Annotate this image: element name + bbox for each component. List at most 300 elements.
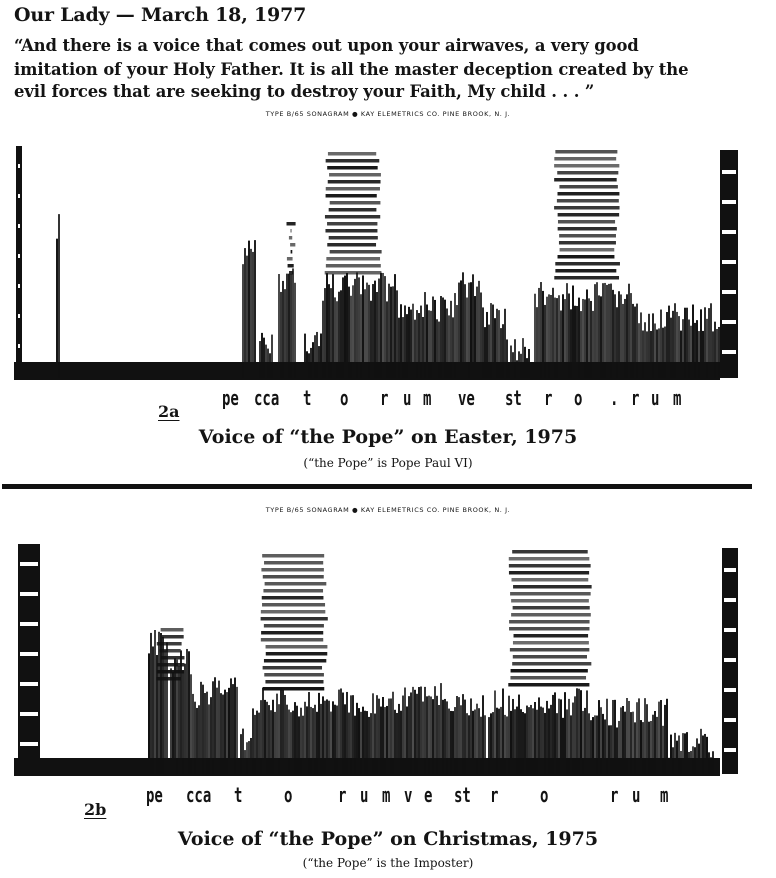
spectrogram-energy xyxy=(650,331,652,378)
spectrogram-energy xyxy=(304,702,306,774)
spectrogram-energy xyxy=(518,695,520,774)
spectrogram-energy xyxy=(374,714,376,774)
spectrogram-energy xyxy=(378,279,380,378)
spectrogram-energy xyxy=(584,299,586,378)
spectrogram-energy xyxy=(496,309,498,378)
spectrogram-striation xyxy=(157,677,181,681)
spectrogram-energy xyxy=(380,273,382,378)
spectrogram-energy xyxy=(492,305,494,378)
quote-line-3: evil forces that are seeking to destroy your Faith, My child . . . ” xyxy=(14,82,595,101)
spectrogram-energy xyxy=(502,324,504,378)
spectrogram-energy xyxy=(414,320,416,378)
spectrogram-energy xyxy=(666,699,668,774)
spectrogram-energy xyxy=(406,706,408,774)
calibration-tick xyxy=(722,230,736,234)
spectrogram-energy xyxy=(350,695,352,774)
spectrogram-striation xyxy=(287,222,296,226)
spectrogram-energy xyxy=(269,353,271,378)
spectrogram-energy xyxy=(566,283,568,378)
spectrogram-striation xyxy=(161,628,184,632)
spectrogram-energy xyxy=(670,735,672,774)
spectrogram-energy xyxy=(328,701,330,774)
spectrogram-energy xyxy=(646,704,648,774)
spectrogram-striation xyxy=(327,222,377,226)
spectrogram-energy xyxy=(242,729,244,774)
spectrogram-striation xyxy=(329,173,381,177)
spectrogram-energy xyxy=(204,693,206,774)
spectrogram-energy xyxy=(642,331,644,378)
spectrogram-energy xyxy=(356,272,358,378)
calibration-tick xyxy=(20,742,38,746)
spectrogram-energy xyxy=(422,702,424,774)
spectrogram-energy xyxy=(508,364,510,378)
spectrogram-energy xyxy=(688,320,690,378)
calibration-tick xyxy=(20,712,38,716)
spectrogram-energy xyxy=(234,678,236,774)
spectrogram-striation xyxy=(261,631,323,635)
figure-label-2b: 2b xyxy=(84,800,107,819)
spectrogram-energy xyxy=(286,705,288,774)
spectrogram-energy xyxy=(180,650,182,774)
spectrogram-energy xyxy=(430,311,432,378)
spectrogram-energy xyxy=(406,314,408,378)
spectrogram-energy xyxy=(440,296,442,378)
calibration-tick xyxy=(18,224,20,228)
sonagram-caption-2b: TYPE B/65 SONAGRAM ● KAY ELEMETRICS CO. PINE BROOK, N. J. xyxy=(265,506,511,514)
syllable: m xyxy=(382,783,391,807)
spectrogram-energy xyxy=(702,331,704,378)
spectrogram-energy xyxy=(618,291,620,378)
spectrogram-energy xyxy=(630,712,632,774)
calibration-bar-left xyxy=(16,146,22,378)
spectrogram-energy xyxy=(276,694,278,774)
syllable: pe xyxy=(146,783,163,807)
spectrogram-energy xyxy=(672,747,674,774)
spectrogram-energy xyxy=(244,750,246,774)
calibration-tick xyxy=(722,200,736,204)
spectrogram-energy xyxy=(590,720,592,774)
spectrogram-energy xyxy=(468,715,470,774)
spectrogram-energy xyxy=(388,699,390,774)
spectrogram-striation xyxy=(554,206,619,210)
spectrogram-energy xyxy=(252,252,254,378)
spectrogram-energy xyxy=(668,758,670,774)
spectrogram-energy xyxy=(596,716,598,774)
spectrogram-striation xyxy=(327,243,376,247)
spectrogram-striation xyxy=(264,673,324,677)
calibration-tick xyxy=(722,350,736,354)
spectrogram-energy xyxy=(280,688,282,774)
spectrogram-energy xyxy=(604,719,606,774)
spectrogram-energy xyxy=(554,298,556,378)
spectrogram-energy xyxy=(564,299,566,378)
spectrogram-energy xyxy=(528,707,530,774)
spectrogram-energy xyxy=(366,711,368,774)
spectrogram-energy xyxy=(242,264,244,378)
spectrogram-energy xyxy=(202,685,204,774)
spectrogram-striation xyxy=(288,264,294,268)
spectrogram-energy xyxy=(254,715,256,774)
spectrogram-energy xyxy=(308,692,310,774)
spectrogram-energy xyxy=(512,352,514,378)
spectrogram-energy xyxy=(688,752,690,774)
spectrogram-energy xyxy=(294,283,296,378)
spectrogram-energy xyxy=(700,309,702,378)
spectrogram-energy xyxy=(190,674,192,774)
spectrogram-energy xyxy=(436,696,438,774)
spectrogram-energy xyxy=(454,293,456,378)
spectrogram-energy xyxy=(356,703,358,774)
syllable: r xyxy=(490,783,499,807)
spectrogram-energy xyxy=(374,281,376,378)
spectrogram-striation xyxy=(555,150,617,154)
spectrogram-energy xyxy=(364,289,366,378)
spectrogram-energy xyxy=(576,306,578,378)
spectrogram-energy xyxy=(210,697,212,774)
spectrogram-energy xyxy=(550,295,552,378)
calibration-tick xyxy=(18,284,20,288)
spectrogram-energy xyxy=(428,310,430,378)
spectrogram-energy xyxy=(542,708,544,774)
spectrogram-energy xyxy=(520,709,522,774)
calibration-tick xyxy=(18,254,20,258)
spectrogram-energy xyxy=(528,349,530,378)
spectrogram-energy xyxy=(259,341,261,378)
spectrogram-energy xyxy=(196,708,198,774)
spectrogram-energy xyxy=(268,705,270,774)
spectrogram-energy xyxy=(648,314,650,378)
spectrogram-striation xyxy=(291,229,292,233)
spectrogram-striation xyxy=(325,229,377,233)
spectrogram-striation xyxy=(325,215,380,219)
spectrogram-energy xyxy=(640,312,642,378)
spectrogram-striation xyxy=(510,676,586,680)
spectrogram-energy xyxy=(284,695,286,774)
syllable: u xyxy=(651,386,660,410)
spectrogram-energy xyxy=(556,298,558,378)
spectrogram-energy xyxy=(416,694,418,774)
spectrogram-energy xyxy=(608,284,610,378)
spectrogram-striation xyxy=(512,578,589,582)
spectrogram-energy xyxy=(358,708,360,774)
spectrogram-energy xyxy=(440,683,442,774)
spectrogram-energy xyxy=(384,707,386,774)
spectrogram-energy xyxy=(652,715,654,774)
calibration-tick xyxy=(722,170,736,174)
spectrogram-energy xyxy=(332,274,334,378)
spectrogram-energy xyxy=(344,276,346,378)
calibration-tick xyxy=(18,164,20,168)
calibration-bar-left xyxy=(18,544,40,774)
spectrogram-energy xyxy=(558,295,560,378)
spectrogram-energy xyxy=(352,285,354,378)
spectrogram-energy xyxy=(462,272,464,378)
spectrogram-energy xyxy=(640,720,642,774)
spectrogram-striation xyxy=(162,635,184,639)
spectrogram-energy xyxy=(624,299,626,378)
figure-title-2a: Voice of “the Pope” on Easter, 1975 xyxy=(198,426,578,448)
spectrogram-energy xyxy=(658,328,660,378)
spectrogram-striation xyxy=(511,613,591,617)
spectrogram-energy xyxy=(334,705,336,774)
spectrogram-energy xyxy=(482,307,484,378)
spectrogram-energy xyxy=(610,284,612,378)
calibration-tick xyxy=(724,658,736,662)
spectrogram-energy xyxy=(580,690,582,774)
spectrogram-striation xyxy=(511,599,589,603)
syllable: o xyxy=(540,783,549,807)
spectrogram-energy xyxy=(540,707,542,774)
spectrogram-energy xyxy=(266,702,268,774)
syllable: r xyxy=(544,386,553,410)
spectrogram-energy xyxy=(282,690,284,774)
spectrogram-energy xyxy=(220,693,222,774)
syllables-2a xyxy=(0,382,776,412)
spectrogram-energy xyxy=(448,315,450,378)
spectrogram-energy xyxy=(634,722,636,774)
spectrogram-energy xyxy=(620,707,622,774)
spectrogram-energy xyxy=(400,304,402,378)
spectrogram-energy xyxy=(680,751,682,774)
spectrogram-energy xyxy=(696,738,698,774)
calibration-tick xyxy=(722,290,736,294)
spectrogram-energy xyxy=(308,353,310,378)
spectrogram-energy xyxy=(638,698,640,774)
spectrogram-energy xyxy=(154,630,156,774)
spectrogram-energy xyxy=(320,334,322,378)
spectrogram-energy xyxy=(602,283,604,378)
syllable: u xyxy=(360,783,369,807)
spectrogram-energy xyxy=(476,287,478,378)
spectrogram-energy xyxy=(348,287,350,378)
spectrogram-energy xyxy=(530,705,532,774)
spectrogram-energy xyxy=(598,700,600,774)
spectrogram-striation xyxy=(330,250,382,254)
spectrogram-energy xyxy=(476,704,478,774)
spectrogram-energy xyxy=(442,297,444,378)
spectrogram-energy xyxy=(512,699,514,774)
spectrogram-energy xyxy=(270,710,272,774)
spectrogram-energy xyxy=(532,708,534,774)
spectrogram-energy xyxy=(516,360,518,378)
spectrogram-striation xyxy=(559,234,616,238)
spectrogram-energy xyxy=(510,346,512,378)
spectrogram-energy xyxy=(198,705,200,774)
spectrogram-energy xyxy=(636,304,638,378)
spectrogram-energy xyxy=(656,329,658,378)
spectrogram-energy xyxy=(514,709,516,774)
spectrogram-energy xyxy=(464,700,466,774)
spectrogram-striation xyxy=(291,250,293,254)
figure-label-2a: 2a xyxy=(158,402,180,421)
spectrogram-energy xyxy=(550,705,552,774)
spectrogram-energy xyxy=(444,300,446,378)
spectrogram-energy xyxy=(706,737,708,774)
spectrogram-energy xyxy=(262,688,264,774)
spectrogram-energy xyxy=(194,702,196,774)
spectrogram-striation xyxy=(263,575,324,579)
spectrogram-striation xyxy=(511,669,588,673)
spectrogram-energy xyxy=(582,299,584,378)
spectrogram-energy xyxy=(578,298,580,378)
spectrogram-energy xyxy=(620,294,622,378)
spectrogram-energy xyxy=(456,305,458,378)
spectrogram-energy xyxy=(612,700,614,774)
spectrogram-energy xyxy=(282,281,284,378)
spectrogram-energy xyxy=(150,633,152,774)
spectrogram-energy xyxy=(696,320,698,378)
spectrogram-striation xyxy=(557,192,619,196)
spectrogram-energy xyxy=(618,721,620,774)
spectrogram-energy xyxy=(480,717,482,774)
spectrogram-energy xyxy=(712,331,714,378)
spectrogram-energy xyxy=(452,711,454,774)
spectrogram-energy xyxy=(324,288,326,378)
spectrogram-energy xyxy=(664,327,666,378)
spectrogram-energy xyxy=(706,319,708,378)
quote-line-1: “And there is a voice that comes out upon your airwaves, a very good xyxy=(14,36,639,55)
spectrogram-energy xyxy=(540,282,542,378)
spectrogram-energy xyxy=(288,710,290,774)
spectrogram-energy xyxy=(316,712,318,774)
spectrogram-energy xyxy=(588,713,590,774)
spectrogram-energy xyxy=(426,696,428,774)
spectrogram-energy xyxy=(584,708,586,774)
spectrogram-energy xyxy=(416,310,418,378)
spectrogram-energy xyxy=(338,690,340,774)
figure-title-2b: Voice of “the Pope” on Christmas, 1975 xyxy=(177,828,599,850)
spectrogram-striation xyxy=(509,564,591,568)
spectrogram-energy xyxy=(632,712,634,774)
spectrogram-energy xyxy=(300,708,302,774)
spectrogram-energy xyxy=(684,733,686,774)
spectrogram-striation xyxy=(263,589,323,593)
spectrogram-energy xyxy=(666,312,668,378)
spectrogram-energy xyxy=(360,712,362,774)
spectrogram-energy xyxy=(504,715,506,774)
spectrogram-striation xyxy=(263,666,322,670)
spectrogram-energy xyxy=(544,713,546,774)
spectrogram-striation xyxy=(554,164,619,168)
spectrogram-energy xyxy=(446,308,448,378)
spectrogram-energy xyxy=(306,351,308,378)
spectrogram-energy xyxy=(372,284,374,378)
spectrogram-energy xyxy=(148,653,150,774)
syllable: st xyxy=(454,783,471,807)
spectrogram-energy xyxy=(492,712,494,774)
spectrogram-energy xyxy=(480,292,482,378)
spectrogram-energy xyxy=(398,704,400,774)
spectrogram-energy xyxy=(396,290,398,378)
spectrogram-striation xyxy=(261,617,328,621)
spectrogram-energy xyxy=(392,286,394,378)
spectrogram-energy xyxy=(418,313,420,378)
spectrogram-energy xyxy=(520,354,522,378)
spectrogram-striation xyxy=(265,680,323,684)
spectrogram-energy xyxy=(368,717,370,774)
spectrogram-energy xyxy=(632,304,634,378)
spectrogram-energy xyxy=(582,711,584,774)
spectrogram-striation xyxy=(326,187,380,191)
syllable: o xyxy=(574,386,583,410)
spectrogram-energy xyxy=(462,694,464,774)
spectrogram-energy xyxy=(588,298,590,378)
syllable: t xyxy=(303,386,312,410)
spectrogram-striation xyxy=(510,648,589,652)
spectrogram-energy xyxy=(370,713,372,774)
sonagram-caption-2a: TYPE B/65 SONAGRAM ● KAY ELEMETRICS CO. PINE BROOK, N. J. xyxy=(265,110,511,118)
spectrogram-energy xyxy=(644,698,646,774)
spectrogram-energy xyxy=(522,712,524,774)
spectrogram-energy xyxy=(496,708,498,774)
spectrogram-energy xyxy=(654,323,656,378)
spectrogram-energy xyxy=(402,696,404,774)
spectrogram-energy xyxy=(206,692,208,774)
spectrogram-striation xyxy=(514,634,589,638)
spectrogram-energy xyxy=(394,274,396,378)
spectrogram-energy xyxy=(478,708,480,774)
spectrogram-striation xyxy=(508,683,589,687)
spectrogram-energy xyxy=(698,744,700,774)
spectrogram-energy xyxy=(224,690,226,774)
spectrogram-energy xyxy=(676,312,678,378)
spectrogram-energy xyxy=(474,296,476,378)
spectrogram-striation xyxy=(509,627,589,631)
spectrogram-striation xyxy=(289,236,292,240)
spectrogram-energy xyxy=(261,333,263,378)
spectrogram-energy xyxy=(664,705,666,774)
syllable: r xyxy=(610,783,619,807)
spectrogram-energy xyxy=(290,274,292,378)
spectrogram-energy xyxy=(420,306,422,378)
spectrogram-energy xyxy=(188,651,190,774)
spectrogram-energy xyxy=(692,746,694,774)
spectrogram-energy xyxy=(572,703,574,774)
spectrogram-striation xyxy=(554,178,617,182)
spectrogram-energy xyxy=(562,294,564,378)
spectrogram-energy xyxy=(454,707,456,774)
spectrogram-striation xyxy=(512,550,588,554)
spectrogram-energy xyxy=(524,713,526,774)
spectrogram-energy xyxy=(398,318,400,378)
spectrogram-energy xyxy=(624,712,626,774)
spectrogram-energy xyxy=(396,713,398,774)
spectrogram-energy xyxy=(638,323,640,378)
spectrogram-energy xyxy=(522,338,524,378)
spectrogram-striation xyxy=(261,610,325,614)
syllable: cca xyxy=(254,386,280,410)
spectrogram-energy xyxy=(656,717,658,774)
calibration-tick xyxy=(18,344,20,348)
spectrogram-energy xyxy=(678,316,680,378)
spectrogram-energy xyxy=(408,307,410,378)
spectrogram-energy xyxy=(350,296,352,378)
spectrogram-striation xyxy=(513,641,589,645)
spectrogram-energy xyxy=(232,684,234,774)
calibration-tick xyxy=(724,718,736,722)
spectrogram-energy xyxy=(484,715,486,774)
spectrogram-energy xyxy=(488,717,490,774)
spectrogram-energy xyxy=(420,687,422,774)
spectrogram-energy xyxy=(366,283,368,378)
spectrogram-energy xyxy=(526,358,528,378)
spectrogram-striation xyxy=(266,645,328,649)
spectrogram-energy xyxy=(558,699,560,774)
spectrogram-striation xyxy=(330,201,381,205)
spectrogram-striation xyxy=(289,271,293,275)
spectrogram-energy xyxy=(708,752,710,774)
spectrogram-energy xyxy=(452,317,454,378)
